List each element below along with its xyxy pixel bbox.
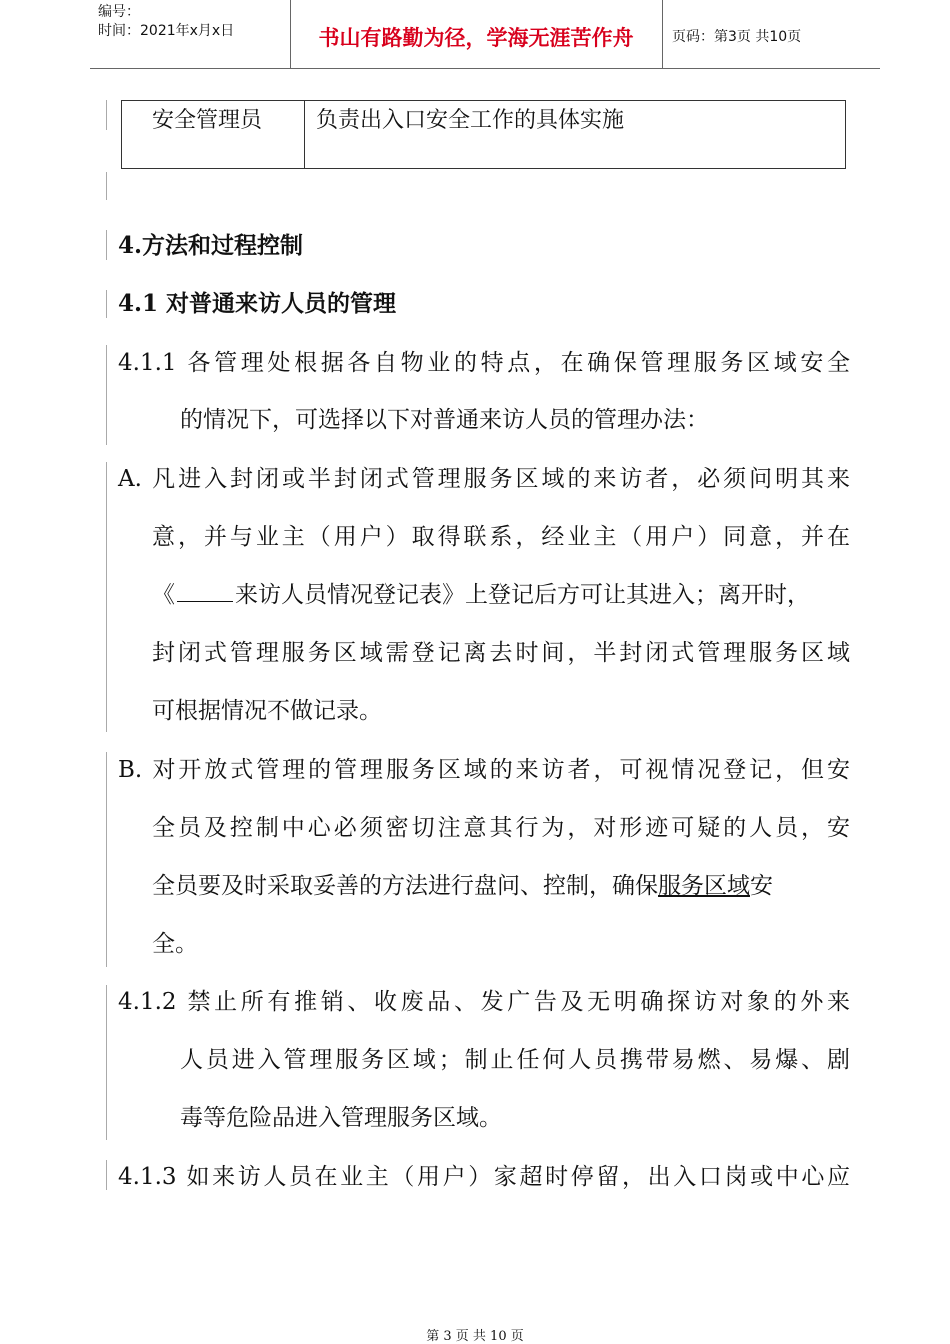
subsection-heading: 4.1 对普通来访人员的管理 [118,290,397,317]
paragraph-a-line: 意，并与业主（用户）取得联系，经业主（用户）同意，并在 [152,524,850,550]
page-footer: 第 3 页 共 10 页 [426,1329,524,1344]
paragraph-4-1-2-line: 人员进入管理服务区域；制止任何人员携带易燃、易爆、剧 [180,1047,850,1073]
paragraph-a-text: 来访人员情况登记表》上登记后方可让其进入；离开时， [235,582,810,608]
header-page-cell [662,0,880,68]
paragraph-4-1-1-line: 的情况下，可选择以下对普通来访人员的管理办法： [180,407,709,433]
paragraph-4-1-2-line: 4.1.2 禁止所有推销、收废品、发广告及无明确探访对象的外来 [118,989,850,1015]
paragraph-4-1-1-line: 4.1.1 各管理处根据各自物业的特点，在确保管理服务区域安全 [118,350,850,376]
revision-mark [106,1160,107,1190]
paragraph-a-text: 《 [152,582,175,608]
revision-mark [106,345,107,445]
paragraph-a-line: A. 凡进入封闭或半封闭式管理服务区域的来访者，必须问明其来 [118,466,850,492]
role-table [121,100,846,169]
page-header [90,0,880,69]
header-motto: 书山有路勤为径，学海无涯苦作舟 [318,26,634,50]
paragraph-b-line: B. 对开放式管理的管理服务区域的来访者，可视情况登记，但安 [118,757,850,783]
paragraph-b-line: 全。 [152,931,198,957]
service-area-link[interactable]: 服务区域 [658,873,750,899]
document-number-label: 编号： [98,4,140,20]
paragraph-b-line [152,871,850,901]
form-blank-line [177,581,233,602]
paragraph-a-text [152,580,810,610]
revision-mark [106,985,107,1140]
paragraph-b-line: 全员及控制中心必须密切注意其行为，对形迹可疑的人员，安 [152,815,850,841]
header-page-number: 页码：第3页 共10页 [672,29,802,45]
revision-mark [106,100,107,130]
role-name: 安全管理员 [152,108,263,133]
role-duty: 负责出入口安全工作的具体实施 [316,108,625,133]
paragraph-b-text: 全员要及时采取妥善的方法进行盘问、控制，确保 [152,873,658,899]
revision-mark [106,172,107,200]
revision-mark [106,752,107,967]
revision-mark [106,230,107,260]
document-date-label: 时间：2021年x月x日 [98,23,235,39]
paragraph-b-text: 安 [750,873,773,899]
paragraph-4-1-2-line: 毒等危险品进入管理服务区域。 [180,1105,502,1131]
section-heading: 4.方法和过程控制 [118,232,304,259]
header-motto-cell [290,0,663,68]
paragraph-a-line: 可根据情况不做记录。 [152,698,382,724]
revision-mark [106,290,107,318]
paragraph-a-line: 封闭式管理服务区域需登记离去时间，半封闭式管理服务区域 [152,640,850,666]
paragraph-4-1-3-line: 4.1.3 如来访人员在业主（用户）家超时停留，出入口岗或中心应 [118,1164,850,1190]
paragraph-a-line [152,580,866,610]
revision-mark [106,462,107,732]
header-info-cell [90,0,291,68]
role-cell [122,101,305,168]
